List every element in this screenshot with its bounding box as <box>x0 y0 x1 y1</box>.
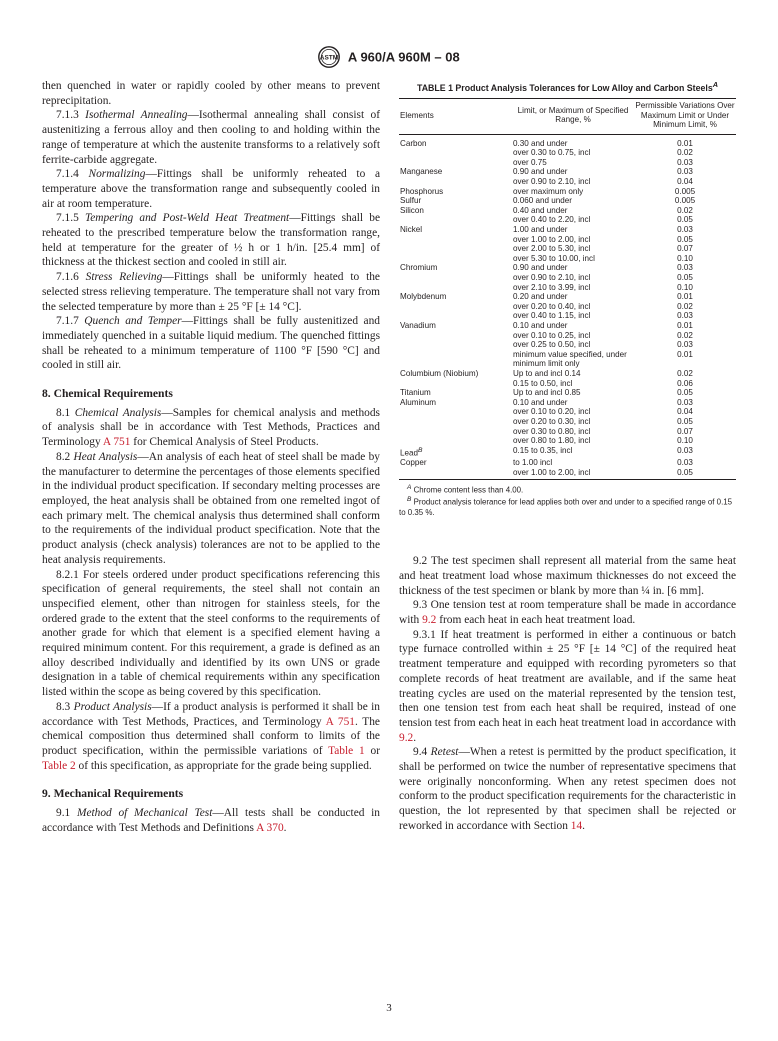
variation-cell: 0.05 <box>677 273 693 283</box>
ref-link-a751[interactable]: A 751 <box>102 436 131 449</box>
table-footnotes <box>399 483 736 517</box>
paragraph-7-1-7: 7.1.7 Quench and Temper—Fittings shall be fully austenitized and immediately quenched in a suitable liquid medium. The quenched fittings shall be reheated to a minimum temperature of 1100 °F [590 °C] and cooled in still air. <box>42 315 380 372</box>
limit-cell: over 0.40 to 1.15, incl <box>513 311 591 321</box>
variation-cell: 0.10 <box>677 253 693 263</box>
table-row <box>399 206 736 216</box>
limit-cell: 0.90 and under <box>513 263 568 273</box>
limit-cell: over 2.10 to 3.99, incl <box>513 282 591 292</box>
paragraph-9-4: 9.4 Retest—When a retest is permitted by the product specification, it shall be performed on twice the number of representative specimens that were originally nonconforming. When any retest specimen does not conform to the product specification requirements for the characteristic in question, the lot represented by that specimen shall be rejected or reworked in accordance with Section 14. <box>399 746 736 832</box>
paragraph-7-1-5: 7.1.5 Tempering and Post-Weld Heat Treatment—Fittings shall be reheated to the prescribed temperature below the transformation range, held at temperature for the greater of ½ h or 1 h/in. [25.4 mm] of thickness at the thickest section and cooled in still air. <box>42 212 380 269</box>
variation-cell: 0.10 <box>677 436 693 446</box>
limit-cell: Up to and incl 0.14 <box>513 368 581 378</box>
limit-cell: over 5.30 to 10.00, incl <box>513 253 595 263</box>
table-header-row <box>399 98 736 134</box>
variation-cell: 0.02 <box>677 368 693 378</box>
variation-cell: 0.03 <box>677 397 693 407</box>
element-cell <box>399 177 512 187</box>
table-row <box>399 148 736 158</box>
variation-cell: 0.01 <box>677 320 693 330</box>
table-row <box>399 244 736 254</box>
variation-cell: 0.05 <box>677 388 693 398</box>
element-cell <box>399 331 512 341</box>
variation-cell: 0.03 <box>677 340 693 350</box>
element-cell <box>399 468 512 480</box>
limit-cell: over 0.75 <box>513 157 547 167</box>
limit-cell: 0.10 and under <box>513 320 568 330</box>
element-cell <box>399 215 512 225</box>
limit-cell: 0.90 and under <box>513 167 568 177</box>
variation-cell: 0.07 <box>677 426 693 436</box>
ref-link-a370[interactable]: A 370 <box>256 821 284 834</box>
limit-cell: minimum value specified, under minimum limit only <box>513 349 627 369</box>
variation-cell: 0.01 <box>677 349 693 359</box>
variation-cell: 0.03 <box>677 263 693 273</box>
limit-cell: 0.30 and under <box>513 138 568 148</box>
variation-cell: 0.05 <box>677 215 693 225</box>
table-row <box>399 196 736 206</box>
table-row <box>399 283 736 293</box>
variation-cell: 0.05 <box>677 416 693 426</box>
element-cell <box>399 350 512 369</box>
limit-cell: to 1.00 incl <box>513 457 553 467</box>
tolerance-table <box>399 98 736 480</box>
limit-cell: over 0.20 to 0.40, incl <box>513 301 591 311</box>
element-cell <box>399 244 512 254</box>
element-cell: Lead$^B$ <box>400 446 423 458</box>
element-cell: Manganese <box>400 167 443 177</box>
page-header <box>0 46 778 68</box>
ref-link-a751[interactable]: A 751 <box>325 715 355 728</box>
element-cell: Silicon <box>400 205 424 215</box>
variation-cell: 0.04 <box>677 177 693 187</box>
paragraph-8-2-1: 8.2.1 For steels ordered under product specifications referencing this specification of general requirements, the steel shall not contain an unspecified element, other than nitrogen for stainless steels, for the ordered grade to the extent that the steel conforms to the requirements of another grade for which that element is a specified element having a required minimum content. For this requirement, a grade is defined as an alloy described individually and identified by its own UNS or grade designation in a table of chemical requirements within any specification listed within the scope as being covered by this specification. <box>42 568 380 699</box>
section-heading-8: 8. Chemical Requirements <box>42 387 173 401</box>
limit-cell: 0.10 and under <box>513 397 568 407</box>
variation-cell: 0.07 <box>677 244 693 254</box>
limit-cell: Up to and incl 0.85 <box>513 388 581 398</box>
table-row <box>399 458 736 468</box>
element-cell <box>399 148 512 158</box>
element-cell: Phosphorus <box>400 186 444 196</box>
element-cell <box>399 417 512 427</box>
element-cell <box>399 158 512 168</box>
ref-link-table-1[interactable]: Table 1 <box>328 744 365 757</box>
limit-cell: over 0.90 to 2.10, incl <box>513 273 591 283</box>
table-row <box>399 369 736 379</box>
table-row <box>399 187 736 197</box>
element-cell <box>399 254 512 264</box>
element-cell: Nickel <box>400 225 423 235</box>
variation-cell: 0.03 <box>677 157 693 167</box>
section-heading-9: 9. Mechanical Requirements <box>42 787 184 801</box>
paragraph-7-1-6: 7.1.6 Stress Relieving—Fittings shall be uniformly heated to the selected stress relieving temperature. The temperature shall not vary from the selected temperature by more than ± 25 °F [± 14 °C]. <box>42 271 380 313</box>
variation-cell: 0.005 <box>674 186 696 196</box>
variation-cell: 0.03 <box>677 311 693 321</box>
table-row <box>399 350 736 369</box>
limit-cell: over 0.10 to 0.20, incl <box>513 407 591 417</box>
limit-cell: 1.00 and under <box>513 225 568 235</box>
element-cell <box>399 283 512 293</box>
limit-cell: 0.15 to 0.50, incl <box>513 378 573 388</box>
table-row <box>399 292 736 302</box>
ref-link-9-2[interactable]: 9.2 <box>422 614 437 627</box>
limit-cell: over 0.30 to 0.75, incl <box>513 148 591 158</box>
table-row <box>399 254 736 264</box>
limit-cell: 0.20 and under <box>513 292 568 302</box>
element-cell <box>399 235 512 245</box>
element-cell: Carbon <box>400 138 427 148</box>
left-column <box>42 79 380 835</box>
ref-link-9-2[interactable]: 9.2 <box>399 731 414 744</box>
table-row <box>399 177 736 187</box>
paragraph-continued: then quenched in water or rapidly cooled by other means to prevent reprecipitation. <box>42 80 380 107</box>
variation-cell: 0.02 <box>677 205 693 215</box>
footnote-b: $^B$ Product analysis tolerance for lead applies both over and under to a specified range of 0.15 to 0.35 %. <box>399 496 733 517</box>
paragraph-9-1: 9.1 Method of Mechanical Test—All tests shall be conducted in accordance with Test Methods and Definitions A 370. <box>42 807 381 834</box>
table-row <box>399 468 736 480</box>
table-row <box>399 302 736 312</box>
table-row <box>399 436 736 446</box>
table-row <box>399 407 736 417</box>
table-row <box>399 379 736 389</box>
variation-cell: 0.10 <box>677 282 693 292</box>
table-row <box>399 263 736 273</box>
page-number: 3 <box>386 1002 392 1014</box>
table-row <box>399 417 736 427</box>
table-row <box>399 235 736 245</box>
limit-cell: over maximum only <box>513 186 584 196</box>
ref-link-table-2[interactable]: Table 2 <box>42 759 76 772</box>
table-row <box>399 215 736 225</box>
variation-cell: 0.02 <box>677 148 693 158</box>
element-cell <box>399 427 512 437</box>
paragraph-7-1-3: 7.1.3 Isothermal Annealing—Isothermal annealing shall consist of austenitizing a ferrous alloy and then cooling to and holding within the range of temperature at which the austenite transforms to a relatively soft ferrite-carbide aggregate. <box>42 109 380 166</box>
table-row <box>399 388 736 398</box>
variation-cell: 0.02 <box>677 330 693 340</box>
paragraph-8-3: 8.3 Product Analysis—If a product analysis is performed it shall be in accordance with Test Methods, Practices, and Terminology A 751. The chemical composition thus determined shall conform to limits of the product specification, within the permissible variations of Table 1 or Table 2 of this specification, as appropriate for the grade being supplied. <box>42 700 380 772</box>
table-row <box>399 398 736 408</box>
variation-cell: 0.005 <box>674 196 696 206</box>
limit-cell: 0.15 to 0.35, incl <box>513 445 573 455</box>
element-cell: Sulfur <box>400 196 422 206</box>
element-cell: Vanadium <box>400 320 436 330</box>
variation-cell: 0.03 <box>677 457 693 467</box>
table-body <box>399 134 736 479</box>
column-header-elements: Elements <box>399 98 512 134</box>
column-header-variations: Permissible Variations Over Maximum Limit or Under Minimum Limit, % <box>634 98 736 134</box>
variation-cell: 0.03 <box>677 167 693 177</box>
footnote-a: $^A$ Chrome content less than 4.00. <box>407 484 524 495</box>
element-cell <box>399 302 512 312</box>
table-row <box>399 225 736 235</box>
limit-cell: over 0.40 to 2.20, incl <box>513 215 591 225</box>
astm-logo-icon <box>318 46 340 68</box>
table-row <box>399 340 736 350</box>
column-header-limit: Limit, or Maximum of Specified Range, % <box>512 98 634 134</box>
element-cell: Aluminum <box>400 397 436 407</box>
designation: A 960/A 960M – 08 <box>347 49 460 65</box>
variation-cell: 0.02 <box>677 301 693 311</box>
element-cell <box>399 379 512 389</box>
paragraph-9-3-1: 9.3.1 If heat treatment is performed in either a continuous or batch type furnace controlled within ± 25 °F [± 14 °C] of the required heat treatment temperature and equipped with recording pyrometers so that complete records of heat treatment are available, and if the same heat treating cycles are used on the material represented by the tension test, then one tension test from each heat shall be required, instead of one tension test from each heat in each heat treatment load in accordance with 9.2. <box>399 628 736 744</box>
element-cell <box>399 436 512 446</box>
limit-cell: over 0.80 to 1.80, incl <box>513 436 591 446</box>
right-column <box>399 79 736 834</box>
table-row <box>399 311 736 321</box>
element-cell: Molybdenum <box>400 292 447 302</box>
table-row <box>399 167 736 177</box>
variation-cell: 0.04 <box>677 407 693 417</box>
table-row <box>399 134 736 148</box>
right-text-block <box>399 554 736 833</box>
limit-cell: over 0.10 to 0.25, incl <box>513 330 591 340</box>
variation-cell: 0.01 <box>677 138 693 148</box>
table-caption: TABLE 1 Product Analysis Tolerances for Low Alloy and Carbon Steels$^A$ <box>416 80 719 93</box>
table-row <box>399 427 736 437</box>
limit-cell: over 0.90 to 2.10, incl <box>513 177 591 187</box>
table-row <box>399 321 736 331</box>
table-row <box>399 446 736 458</box>
table-row <box>399 331 736 341</box>
table-row <box>399 273 736 283</box>
limit-cell: over 2.00 to 5.30, incl <box>513 244 591 254</box>
variation-cell: 0.05 <box>634 468 736 480</box>
variation-cell: 0.03 <box>677 225 693 235</box>
element-cell <box>399 311 512 321</box>
variation-cell: 0.05 <box>677 234 693 244</box>
element-cell: Columbium (Niobium) <box>400 368 479 378</box>
limit-cell: over 1.00 to 2.00, incl <box>513 234 591 244</box>
limit-cell: over 0.25 to 0.50, incl <box>513 340 591 350</box>
ref-link-section-14[interactable]: 14 <box>570 819 583 832</box>
limit-cell: 0.060 and under <box>513 196 572 206</box>
limit-cell: 0.40 and under <box>513 205 568 215</box>
paragraph-9-3: 9.3 One tension test at room temperature shall be made in accordance with 9.2 from each heat in each heat treatment load. <box>399 599 736 627</box>
element-cell <box>399 340 512 350</box>
variation-cell: 0.01 <box>677 292 693 302</box>
element-cell: Chromium <box>400 263 438 273</box>
limit-cell: over 0.20 to 0.30, incl <box>513 416 591 426</box>
logo-text: ASTM <box>320 54 339 62</box>
variation-cell: 0.06 <box>677 378 693 388</box>
table-row <box>399 158 736 168</box>
element-cell: Titanium <box>400 388 431 398</box>
element-cell: Copper <box>400 457 427 467</box>
paragraph-8-2: 8.2 Heat Analysis—An analysis of each heat of steel shall be made by the manufacturer to determine the percentages of those elements specified in the individual product specification. If secondary melting processes are employed, the heat analysis shall be obtained from one remelted ingot of each primary melt. The chemical analysis thus determined shall conform to the requirements of the individual product specification. Note that the product analysis (check analysis) tolerances are not to be applied to the heat analysis requirements. <box>42 450 380 566</box>
variation-cell: 0.03 <box>677 445 693 455</box>
paragraph-7-1-4: 7.1.4 Normalizing—Fittings shall be uniformly reheated to a temperature above the transformation range and subsequently cooled in air at room temperature. <box>42 168 380 210</box>
paragraph-8-1: 8.1 Chemical Analysis—Samples for chemical analysis and methods of analysis shall be in accordance with Test Methods, Practices and Terminology A 751 for Chemical Analysis of Steel Products. <box>42 406 380 449</box>
element-cell <box>399 273 512 283</box>
limit-cell: over 1.00 to 2.00, incl <box>512 468 634 480</box>
element-cell <box>399 407 512 417</box>
paragraph-9-2: 9.2 The test specimen shall represent all material from the same heat and heat treatment load whose maximum thicknesses do not exceed the thickness of the test specimen or blank by more than ¼ in. [6 mm]. <box>399 555 736 597</box>
limit-cell: over 0.30 to 0.80, incl <box>513 426 591 436</box>
